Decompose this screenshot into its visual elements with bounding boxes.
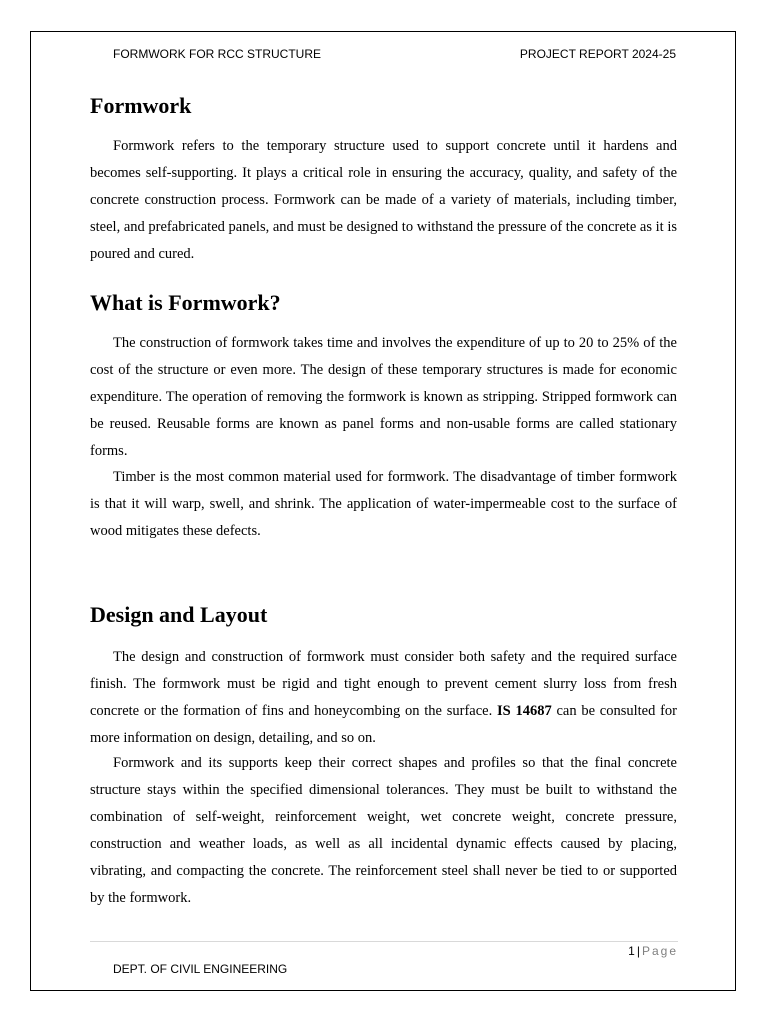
standard-reference: IS 14687 (496, 702, 552, 719)
paragraph-design-safety (90, 644, 677, 752)
heading-formwork: Formwork (90, 93, 192, 118)
paragraph-design-text-start: The design and construction of formwork must consider both safety and the required surface finish. The formwork must be rigid and tight enough to prevent cement slurry loss from fresh concrete or the formation of fins and honeycombing on the surface. (90, 649, 677, 719)
header-report-year: PROJECT REPORT 2024-25 (519, 47, 676, 61)
paragraph-timber-formwork: Timber is the most common material used for formwork. The disadvantage of timber formwork is that it will warp, swell, and shrink. The application of water-impermeable cost to the surface of wood mitigates these defects. (90, 469, 677, 539)
footer-divider (90, 941, 678, 942)
page-number-separator: | (636, 944, 640, 958)
paragraph-formwork-intro: Formwork refers to the temporary structure used to support concrete until it hardens and becomes self-supporting. It plays a critical role in ensuring the accuracy, quality, and safety of the concrete construction process. Formwork can be made of a variety of materials, including timber, steel, and prefabricated panels, and must be designed to withstand the pressure of the concrete as it is poured and cured. (90, 138, 677, 262)
page-number: 1 (628, 944, 635, 958)
heading-what-is-formwork: What is Formwork? (90, 290, 281, 315)
header-title: FORMWORK FOR RCC STRUCTURE (113, 47, 321, 61)
footer-department: DEPT. OF CIVIL ENGINEERING (113, 962, 288, 976)
paragraph-formwork-supports: Formwork and its supports keep their correct shapes and profiles so that the final concrete structure stays within the specified dimensional tolerances. They must be built to withstand the combination of self-weight, reinforcement weight, wet concrete weight, concrete pressure, construction and weather loads, as well as all incidental dynamic effects caused by placing, vibrating, and compacting the concrete. The reinforcement steel shall never be tied to or supported by the formwork. (90, 755, 677, 906)
paragraph-design-text-end: can be consulted for more information on design, detailing, and so on. (90, 702, 677, 746)
paragraph-formwork-cost: The construction of formwork takes time and involves the expenditure of up to 20 to 25% of the cost of the structure or even more. The design of these temporary structures is made for economic expenditure. The operation of removing the formwork is known as stripping. Stripped formwork can be reused. Reusable forms are known as panel forms and non-usable forms are called stationary forms. (90, 335, 677, 459)
page-number-block (628, 944, 678, 958)
heading-design-layout: Design and Layout (90, 602, 268, 627)
page-label: Page (641, 944, 678, 958)
